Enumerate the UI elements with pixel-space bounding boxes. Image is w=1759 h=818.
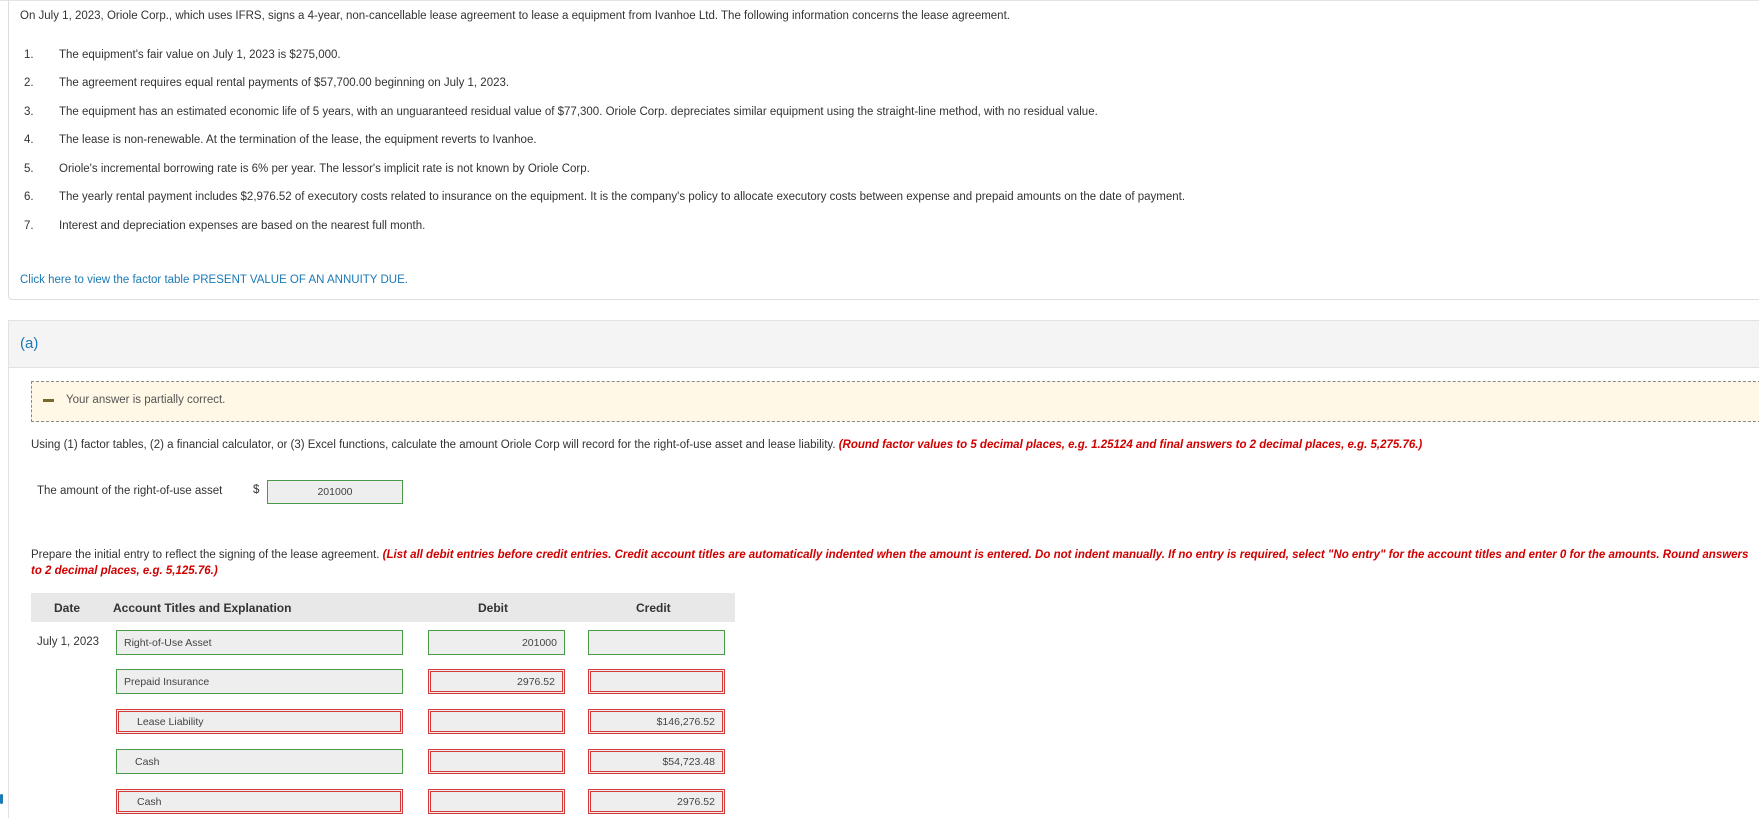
prepare-note: (List all debit entries before credit entries. Credit account titles are automatically indented when the amount is entered. Do not indent manually. If no entry is required, select "No entry" for the account titles and enter 0 for the amounts. Round answers to 2 decimal places, e.g. 5,125.76.) [31,549,1749,577]
rou-asset-label: The amount of the right-of-use asset [37,485,223,497]
account-title-input[interactable] [116,789,403,814]
currency-symbol: $ [253,484,260,496]
list-item-number: 6. [24,191,34,203]
entry-date: July 1, 2023 [37,636,100,648]
header-credit: Credit [636,601,671,615]
status-banner [31,381,1759,422]
list-item-text: The yearly rental payment includes $2,976.52 of executory costs related to insurance on the equipment. It is the company's policy to allocate executory costs between expense and prepaid amounts on the date of payment. [59,191,1186,203]
factor-table-link[interactable]: Click here to view the factor table PRESENT VALUE OF AN ANNUITY DUE. [20,274,408,286]
debit-input[interactable] [428,630,565,655]
part-left-border [8,368,9,818]
header-debit: Debit [478,601,508,615]
account-title-input[interactable] [116,749,403,774]
rou-asset-input[interactable] [267,480,403,504]
prepare-main: Prepare the initial entry to reflect the signing of the lease agreement. [31,549,380,561]
partial-correct-icon [43,399,54,402]
instruction-main: Using (1) factor tables, (2) a financial calculator, or (3) Excel functions, calculate the amount Oriole Corp will record for the right-of-use asset and lease liability. [31,439,836,451]
list-item-number: 4. [24,134,34,146]
list-item-number: 2. [24,77,34,89]
part-header [8,320,1759,368]
part-label: (a) [20,335,39,352]
status-text: Your answer is partially correct. [66,394,226,406]
credit-input[interactable] [588,669,725,694]
debit-input[interactable] [428,669,565,694]
side-marker-icon [0,794,3,804]
instruction-note: (Round factor values to 5 decimal places, e.g. 1.25124 and final answers to 2 decimal places, e.g. 5,275.76.) [838,439,1423,451]
list-item-text: The equipment has an estimated economic life of 5 years, with an unguaranteed residual value of $77,300. Oriole Corp. depreciates similar equipment using the straight-line method, with no residual value. [59,106,1098,118]
debit-input[interactable] [428,709,565,734]
list-item-text: Interest and depreciation expenses are based on the nearest full month. [59,220,426,232]
question-intro: On July 1, 2023, Oriole Corp., which uses IFRS, signs a 4-year, non-cancellable lease agreement to lease a equipment from Ivanhoe Ltd. The following information concerns the lease agreement. [20,10,1010,22]
list-item-number: 5. [24,163,34,175]
debit-input[interactable] [428,749,565,774]
prepare-instruction [31,547,1751,579]
account-title-input[interactable] [116,709,403,734]
list-item-text: Oriole's incremental borrowing rate is 6% per year. The lessor's implicit rate is not known by Oriole Corp. [59,163,590,175]
journal-header [31,593,735,622]
credit-input[interactable] [588,709,725,734]
header-date: Date [54,601,81,615]
instruction-text [31,439,1422,451]
list-item-text: The agreement requires equal rental payments of $57,700.00 beginning on July 1, 2023. [59,77,510,89]
debit-input[interactable] [428,789,565,814]
account-title-input[interactable] [116,630,403,655]
list-item-number: 7. [24,220,34,232]
list-item-text: The lease is non-renewable. At the termination of the lease, the equipment reverts to Ivanhoe. [59,134,537,146]
credit-input[interactable] [588,789,725,814]
list-item-text: The equipment's fair value on July 1, 2023 is $275,000. [59,49,341,61]
list-item-number: 3. [24,106,34,118]
question-card [8,0,1759,300]
header-account: Account Titles and Explanation [113,601,292,615]
credit-input[interactable] [588,630,725,655]
credit-input[interactable] [588,749,725,774]
list-item-number: 1. [24,49,34,61]
account-title-input[interactable] [116,669,403,694]
